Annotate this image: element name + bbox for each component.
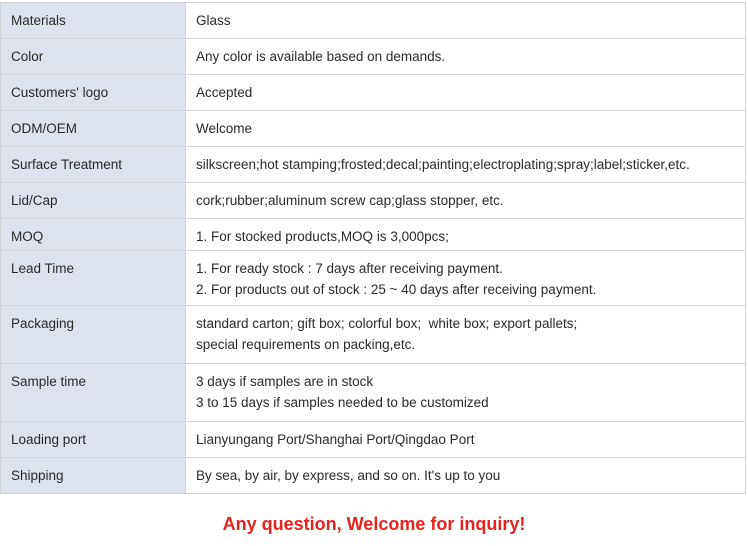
row-value-cell <box>186 75 746 111</box>
row-value-cell <box>186 251 746 306</box>
table-row <box>1 251 746 306</box>
row-value-cell <box>186 183 746 219</box>
row-value-line: By sea, by air, by express, and so on. It's up to you <box>196 468 501 483</box>
row-label: ODM/OEM <box>11 121 77 136</box>
row-value-line: special requirements on packing,etc. <box>196 337 416 352</box>
row-label: Shipping <box>11 468 64 483</box>
row-value-line: 1. For stocked products,MOQ is 3,000pcs; <box>196 229 449 244</box>
row-label-cell <box>1 458 186 494</box>
row-value-line: silkscreen;hot stamping;frosted;decal;painting;electroplating;spray;label;sticker,etc. <box>196 157 690 172</box>
row-label: Loading port <box>11 432 87 447</box>
row-value-line: Accepted <box>196 85 253 100</box>
table-row <box>1 75 746 111</box>
row-value-cell <box>186 147 746 183</box>
row-value-line: standard carton; gift box; colorful box; white box; export pallets; <box>196 316 578 331</box>
row-label-cell <box>1 75 186 111</box>
row-value-cell <box>186 39 746 75</box>
row-label-cell <box>1 39 186 75</box>
table-row <box>1 39 746 75</box>
row-value-cell <box>186 306 746 364</box>
row-label-cell <box>1 147 186 183</box>
row-value-cell <box>186 219 746 251</box>
table-row <box>1 3 746 39</box>
table-row <box>1 306 746 364</box>
row-label: Sample time <box>11 374 87 389</box>
row-label-cell <box>1 251 186 306</box>
row-value-line: 3 to 15 days if samples needed to be customized <box>196 395 489 410</box>
row-label-cell <box>1 3 186 39</box>
table-row <box>1 183 746 219</box>
row-label: Surface Treatment <box>11 157 123 172</box>
spec-table-body <box>1 3 746 494</box>
row-value-line: Lianyungang Port/Shanghai Port/Qingdao Port <box>196 432 475 447</box>
row-value-line: Any color is available based on demands. <box>196 49 446 64</box>
row-value-cell <box>186 364 746 422</box>
table-row <box>1 111 746 147</box>
row-value-line: Glass <box>196 13 231 28</box>
row-label: Lead Time <box>11 261 75 276</box>
row-label: Lid/Cap <box>11 193 58 208</box>
row-label: MOQ <box>11 229 44 244</box>
row-label-cell <box>1 111 186 147</box>
table-row <box>1 458 746 494</box>
row-label: Color <box>11 49 44 64</box>
row-value-line: 3 days if samples are in stock <box>196 374 374 389</box>
row-label-cell <box>1 219 186 251</box>
row-value-cell <box>186 458 746 494</box>
row-value-line: 2. For products out of stock : 25 ~ 40 days after receiving payment. <box>196 282 597 297</box>
row-value-cell <box>186 111 746 147</box>
row-value-line: cork;rubber;aluminum screw cap;glass stopper, etc. <box>196 193 504 208</box>
inquiry-call-to-action: Any question, Welcome for inquiry! <box>222 514 526 534</box>
table-row <box>1 364 746 422</box>
product-spec-table <box>0 2 746 494</box>
row-label-cell <box>1 364 186 422</box>
row-label: Materials <box>11 13 66 28</box>
row-value-cell <box>186 3 746 39</box>
row-label: Customers' logo <box>11 85 109 100</box>
row-value-cell <box>186 422 746 458</box>
row-label-cell <box>1 183 186 219</box>
row-value-line: 1. For ready stock : 7 days after receiving payment. <box>196 261 503 276</box>
row-label: Packaging <box>11 316 75 331</box>
table-row <box>1 147 746 183</box>
table-row <box>1 219 746 251</box>
row-value-line: Welcome <box>196 121 253 136</box>
row-label-cell <box>1 306 186 364</box>
table-row <box>1 422 746 458</box>
row-label-cell <box>1 422 186 458</box>
